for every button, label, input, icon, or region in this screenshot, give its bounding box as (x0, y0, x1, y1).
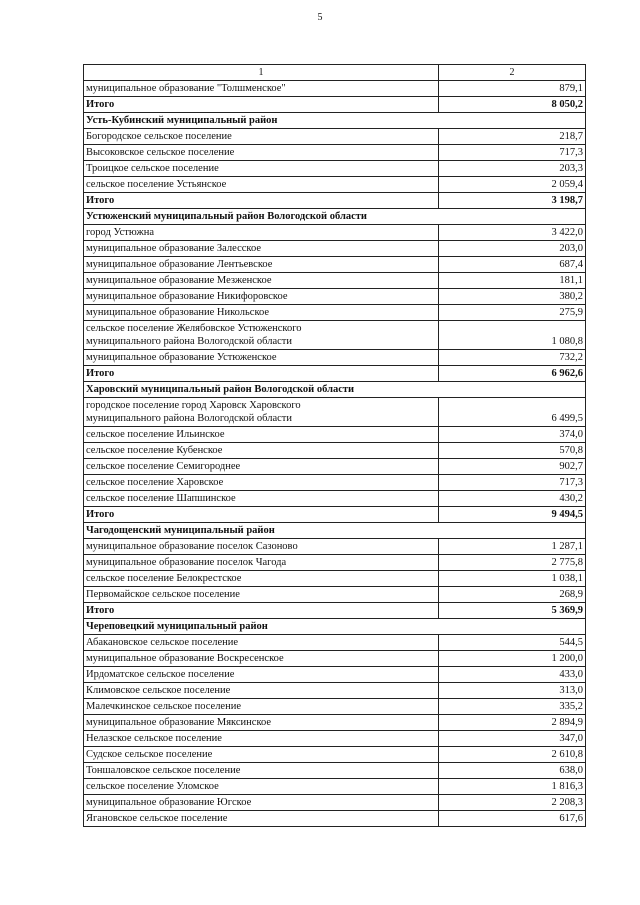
municipality-name: муниципальное образование поселок Сазоново (84, 539, 439, 555)
amount-value: 275,9 (439, 305, 586, 321)
table-row (84, 667, 586, 683)
table-row (84, 539, 586, 555)
table-row (84, 145, 586, 161)
table-row (84, 273, 586, 289)
municipality-name: муниципальное образование Лентьевское (84, 257, 439, 273)
table-row (84, 731, 586, 747)
district-heading: Усть-Кубинский муниципальный район (84, 113, 586, 129)
district-heading: Череповецкий муниципальный район (84, 619, 586, 635)
municipality-name: Ирдоматское сельское поселение (84, 667, 439, 683)
municipality-name: сельское поселение Ильинское (84, 427, 439, 443)
table-row (84, 289, 586, 305)
amount-value: 433,0 (439, 667, 586, 683)
municipality-name: муниципальное образование Мяксинское (84, 715, 439, 731)
total-value: 6 962,6 (439, 366, 586, 382)
municipality-name: Ягановское сельское поселение (84, 811, 439, 827)
municipality-name: муниципальное образование Никифоровское (84, 289, 439, 305)
municipality-name: муниципальное образование Залесское (84, 241, 439, 257)
municipality-name: Богородское сельское поселение (84, 129, 439, 145)
table-row (84, 715, 586, 731)
municipality-name: Высоковское сельское поселение (84, 145, 439, 161)
table-row (84, 305, 586, 321)
total-label: Итого (84, 603, 439, 619)
column-header-1: 1 (84, 65, 439, 81)
municipality-name: муниципальное образование Воскресенское (84, 651, 439, 667)
total-row (84, 193, 586, 209)
municipality-name: сельское поселение Харовское (84, 475, 439, 491)
amount-value: 2 208,3 (439, 795, 586, 811)
amount-value: 335,2 (439, 699, 586, 715)
municipality-name: сельское поселение Желябовское Устюженского муниципального района Вологодской области (84, 321, 439, 350)
municipality-name: сельское поселение Кубенское (84, 443, 439, 459)
municipality-name: сельское поселение Устьянское (84, 177, 439, 193)
amount-value: 2 610,8 (439, 747, 586, 763)
municipality-name: сельское поселение Уломское (84, 779, 439, 795)
total-row (84, 507, 586, 523)
municipality-name: Малечкинское сельское поселение (84, 699, 439, 715)
district-heading: Харовский муниципальный район Вологодской области (84, 382, 586, 398)
municipality-name: муниципальное образование Никольское (84, 305, 439, 321)
amount-value: 268,9 (439, 587, 586, 603)
municipality-name: Троицкое сельское поселение (84, 161, 439, 177)
district-heading-row (84, 209, 586, 225)
municipality-name: муниципальное образование Мезженское (84, 273, 439, 289)
municipality-name: муниципальное образование Югское (84, 795, 439, 811)
amount-value: 687,4 (439, 257, 586, 273)
municipality-name: муниципальное образование Устюженское (84, 350, 439, 366)
table-row (84, 683, 586, 699)
total-row (84, 366, 586, 382)
amount-value: 1 080,8 (439, 321, 586, 350)
amount-value: 2 894,9 (439, 715, 586, 731)
amount-value: 181,1 (439, 273, 586, 289)
total-value: 9 494,5 (439, 507, 586, 523)
table-row (84, 321, 586, 350)
table-row (84, 443, 586, 459)
amount-value: 313,0 (439, 683, 586, 699)
table-row (84, 699, 586, 715)
municipality-name: Первомайское сельское поселение (84, 587, 439, 603)
amount-value: 347,0 (439, 731, 586, 747)
page-number: 5 (317, 12, 323, 23)
amount-value: 717,3 (439, 145, 586, 161)
municipality-name: Климовское сельское поселение (84, 683, 439, 699)
table-row (84, 81, 586, 97)
total-value: 5 369,9 (439, 603, 586, 619)
total-label: Итого (84, 507, 439, 523)
table-row (84, 459, 586, 475)
table-body (84, 65, 586, 827)
table-row (84, 651, 586, 667)
amount-value: 732,2 (439, 350, 586, 366)
amount-value: 902,7 (439, 459, 586, 475)
amount-value: 2 059,4 (439, 177, 586, 193)
table-row (84, 795, 586, 811)
total-label: Итого (84, 193, 439, 209)
table-row (84, 225, 586, 241)
table-row (84, 491, 586, 507)
table-row (84, 811, 586, 827)
amount-value: 544,5 (439, 635, 586, 651)
municipality-name: сельское поселение Семигороднее (84, 459, 439, 475)
municipality-name: сельское поселение Белокрестское (84, 571, 439, 587)
amount-value: 638,0 (439, 763, 586, 779)
table-row (84, 398, 586, 427)
amount-value: 203,3 (439, 161, 586, 177)
table-row (84, 241, 586, 257)
amount-value: 570,8 (439, 443, 586, 459)
total-row (84, 97, 586, 113)
amount-value: 1 200,0 (439, 651, 586, 667)
budget-table (83, 64, 586, 827)
table-row (84, 587, 586, 603)
amount-value: 430,2 (439, 491, 586, 507)
table-row (84, 129, 586, 145)
total-label: Итого (84, 97, 439, 113)
table-header-row (84, 65, 586, 81)
amount-value: 1 816,3 (439, 779, 586, 795)
amount-value: 1 038,1 (439, 571, 586, 587)
district-heading: Устюженский муниципальный район Вологодской области (84, 209, 586, 225)
amount-value: 374,0 (439, 427, 586, 443)
total-row (84, 603, 586, 619)
municipality-name: городское поселение город Харовск Харовского муниципального района Вологодской области (84, 398, 439, 427)
amount-value: 1 287,1 (439, 539, 586, 555)
table-row (84, 779, 586, 795)
district-heading-row (84, 619, 586, 635)
municipality-name: Судское сельское поселение (84, 747, 439, 763)
column-header-2: 2 (439, 65, 586, 81)
amount-value: 380,2 (439, 289, 586, 305)
municipality-name: Абакановское сельское поселение (84, 635, 439, 651)
table-row (84, 161, 586, 177)
municipality-name: Тоншаловское сельское поселение (84, 763, 439, 779)
table-row (84, 747, 586, 763)
municipality-name: сельское поселение Шапшинское (84, 491, 439, 507)
amount-value: 879,1 (439, 81, 586, 97)
district-heading-row (84, 523, 586, 539)
municipality-name: Нелазское сельское поселение (84, 731, 439, 747)
amount-value: 218,7 (439, 129, 586, 145)
table-row (84, 350, 586, 366)
table-row (84, 427, 586, 443)
municipality-name: город Устюжна (84, 225, 439, 241)
total-value: 8 050,2 (439, 97, 586, 113)
amount-value: 6 499,5 (439, 398, 586, 427)
table-row (84, 257, 586, 273)
municipality-name: муниципальное образование "Толшменское" (84, 81, 439, 97)
municipality-name: муниципальное образование поселок Чагода (84, 555, 439, 571)
amount-value: 617,6 (439, 811, 586, 827)
amount-value: 3 422,0 (439, 225, 586, 241)
table-row (84, 571, 586, 587)
table-row (84, 177, 586, 193)
table-row (84, 763, 586, 779)
table-row (84, 635, 586, 651)
table-row (84, 475, 586, 491)
district-heading: Чагодощенский муниципальный район (84, 523, 586, 539)
table-row (84, 555, 586, 571)
district-heading-row (84, 113, 586, 129)
total-value: 3 198,7 (439, 193, 586, 209)
total-label: Итого (84, 366, 439, 382)
amount-value: 2 775,8 (439, 555, 586, 571)
amount-value: 203,0 (439, 241, 586, 257)
amount-value: 717,3 (439, 475, 586, 491)
district-heading-row (84, 382, 586, 398)
